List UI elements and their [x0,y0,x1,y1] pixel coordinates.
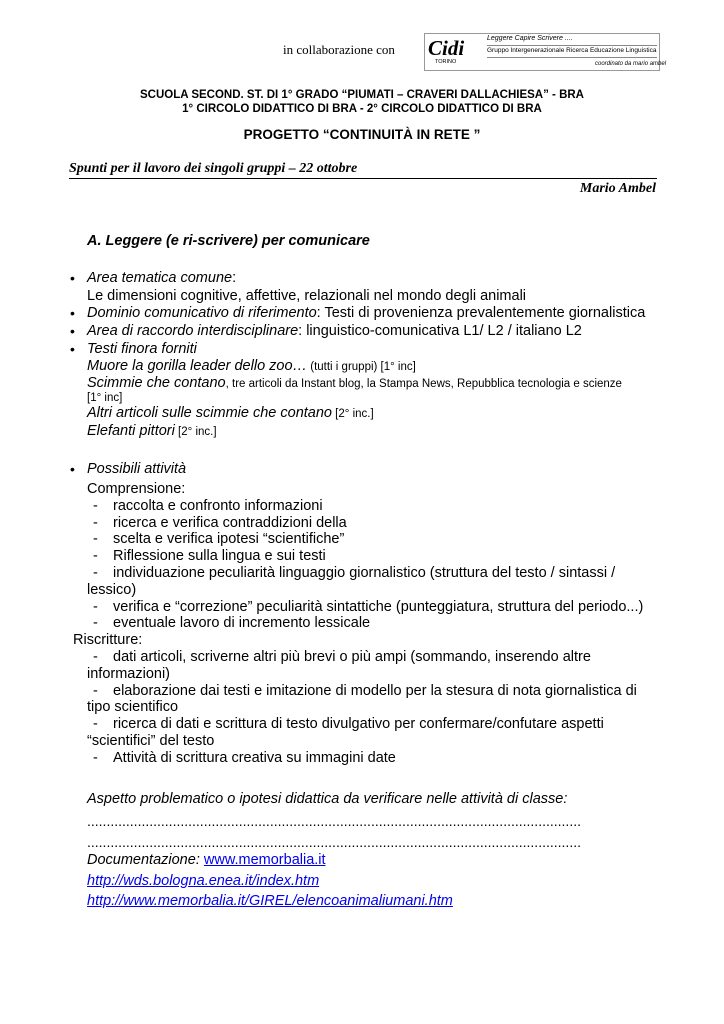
comp-item: ricerca e verifica contraddizioni della [113,515,347,531]
comp-item: eventuale lavoro di incremento lessicale [113,615,371,631]
documentazione-line [87,852,326,868]
dash: - [93,649,98,665]
bullet: • [70,323,75,339]
dash: - [93,716,98,732]
dominio-value: : Testi di provenienza prevalentemente giornalistica [316,305,646,321]
comp-item: scelta e verifica ipotesi “scientifiche” [113,531,345,547]
author: Mario Ambel [579,181,656,196]
testo-3-title: Altri articoli sulle scimmie che contano [87,405,332,421]
dash: - [93,531,98,547]
testo-3 [87,405,374,421]
bullet: • [70,270,75,286]
testo-1 [87,358,416,374]
area-value: Le dimensioni cognitive, affettive, relazionali nel mondo degli animali [87,288,527,304]
dotted-line: ............................................................................................................................... [87,834,581,850]
link-enea[interactable]: http://wds.bologna.enea.it/index.htm [87,873,320,889]
bullet: • [70,341,75,357]
area-colon: : [232,270,237,286]
area-line [87,270,236,286]
risc-item-cont: “scientifici” del testo [87,733,215,749]
comp-item: Riflessione sulla lingua e sui testi [113,548,326,564]
dash: - [93,750,98,766]
logo-tagline: Leggere Capire Scrivere .... [487,35,573,42]
area-label: Area tematica comune [87,270,233,286]
aspetto-heading: Aspetto problematico o ipotesi didattica da verificare nelle attività di classe: [87,791,568,807]
dash: - [93,548,98,564]
dash: - [93,565,98,581]
subtitle: Spunti per il lavoro dei singoli gruppi – 22 ottobre [69,161,358,176]
testo-1-note: (tutti i gruppi) [1° inc] [307,361,416,373]
testo-3-note: [2° inc.] [331,408,374,420]
svg-text:TORINO: TORINO [435,59,457,65]
bullet: • [70,305,75,321]
school-line-1: SCUOLA SECOND. ST. DI 1° GRADO “PIUMATI – CRAVERI DALLACHIESA” - BRA [140,89,584,101]
dash: - [93,599,98,615]
risc-item: Attività di scrittura creativa su immagini date [113,750,396,766]
link-memorbalia[interactable]: www.memorbalia.it [203,852,326,868]
logo-divider [487,57,657,58]
dash: - [93,683,98,699]
section-heading: A. Leggere (e ri-scrivere) per comunicare [87,233,370,249]
testo-2-note: , tre articoli da Instant blog, la Stampa News, Repubblica tecnologia e scienze [225,378,622,390]
comp-item: verifica e “correzione” peculiarità sintattiche (punteggiatura, struttura del periodo...) [113,599,644,615]
raccordo-label: Area di raccordo interdisciplinare [87,323,299,339]
collaboration-note: in collaborazione con [283,42,395,57]
testo-4-note: [2° inc.] [174,426,217,438]
dotted-line: ............................................................................................................................... [87,813,581,829]
risc-item: ricerca di dati e scrittura di testo divulgativo per confermare/confutare aspetti [113,716,604,732]
link-girel[interactable]: http://www.memorbalia.it/GIREL/elencoanimaliumani.htm [87,893,453,909]
testo-2 [87,375,622,391]
raccordo-value: : linguistico-comunicativa L1/ L2 / italiano L2 [298,323,582,339]
logo-divider [487,45,657,46]
testo-2-title: Scimmie che contano [87,375,226,391]
cidi-logo [427,35,465,65]
link-line [87,873,319,889]
risc-item-cont: tipo scientifico [87,699,179,715]
comprensione-label: Comprensione: [87,481,186,497]
divider [69,178,657,179]
testo-4-title: Elefanti pittori [87,423,175,439]
comp-item: individuazione peculiarità linguaggio giornalistico (struttura del testo / sintassi / [113,565,616,581]
school-line-2: 1° CIRCOLO DIDATTICO DI BRA - 2° CIRCOLO DIDATTICO DI BRA [182,103,542,115]
dash: - [93,498,98,514]
testo-4 [87,423,217,439]
risc-item: elaborazione dai testi e imitazione di modello per la stesura di nota giornalistica di [113,683,637,699]
bullet: • [70,461,75,477]
link-line [87,893,453,909]
logo-coordinator: coordinato da mario ambel [595,61,667,67]
raccordo-line [87,323,582,339]
logo-group-name: Gruppo Intergenerazionale Ricerca Educazione Linguistica [487,47,657,54]
page-title: PROGETTO “CONTINUITÀ IN RETE ” [243,127,481,142]
testi-label: Testi finora forniti [87,341,197,357]
comp-item-cont: lessico) [87,582,137,598]
attivita-label: Possibili attività [87,461,187,477]
dominio-label: Dominio comunicativo di riferimento [87,305,317,321]
svg-text:Cidi: Cidi [428,36,465,60]
documentazione-label: Documentazione: [87,852,204,868]
dominio-line [87,305,645,321]
risc-item-cont: informazioni) [87,666,170,682]
testo-2-note-cont: [1° inc] [87,392,123,404]
testo-1-title: Muore la gorilla leader dello zoo… [87,358,308,374]
comp-item: raccolta e confronto informazioni [113,498,323,514]
riscritture-label: Riscritture: [73,632,143,648]
dash: - [93,515,98,531]
risc-item: dati articoli, scriverne altri più brevi o più ampi (sommando, inserendo altre [113,649,591,665]
dash: - [93,615,98,631]
